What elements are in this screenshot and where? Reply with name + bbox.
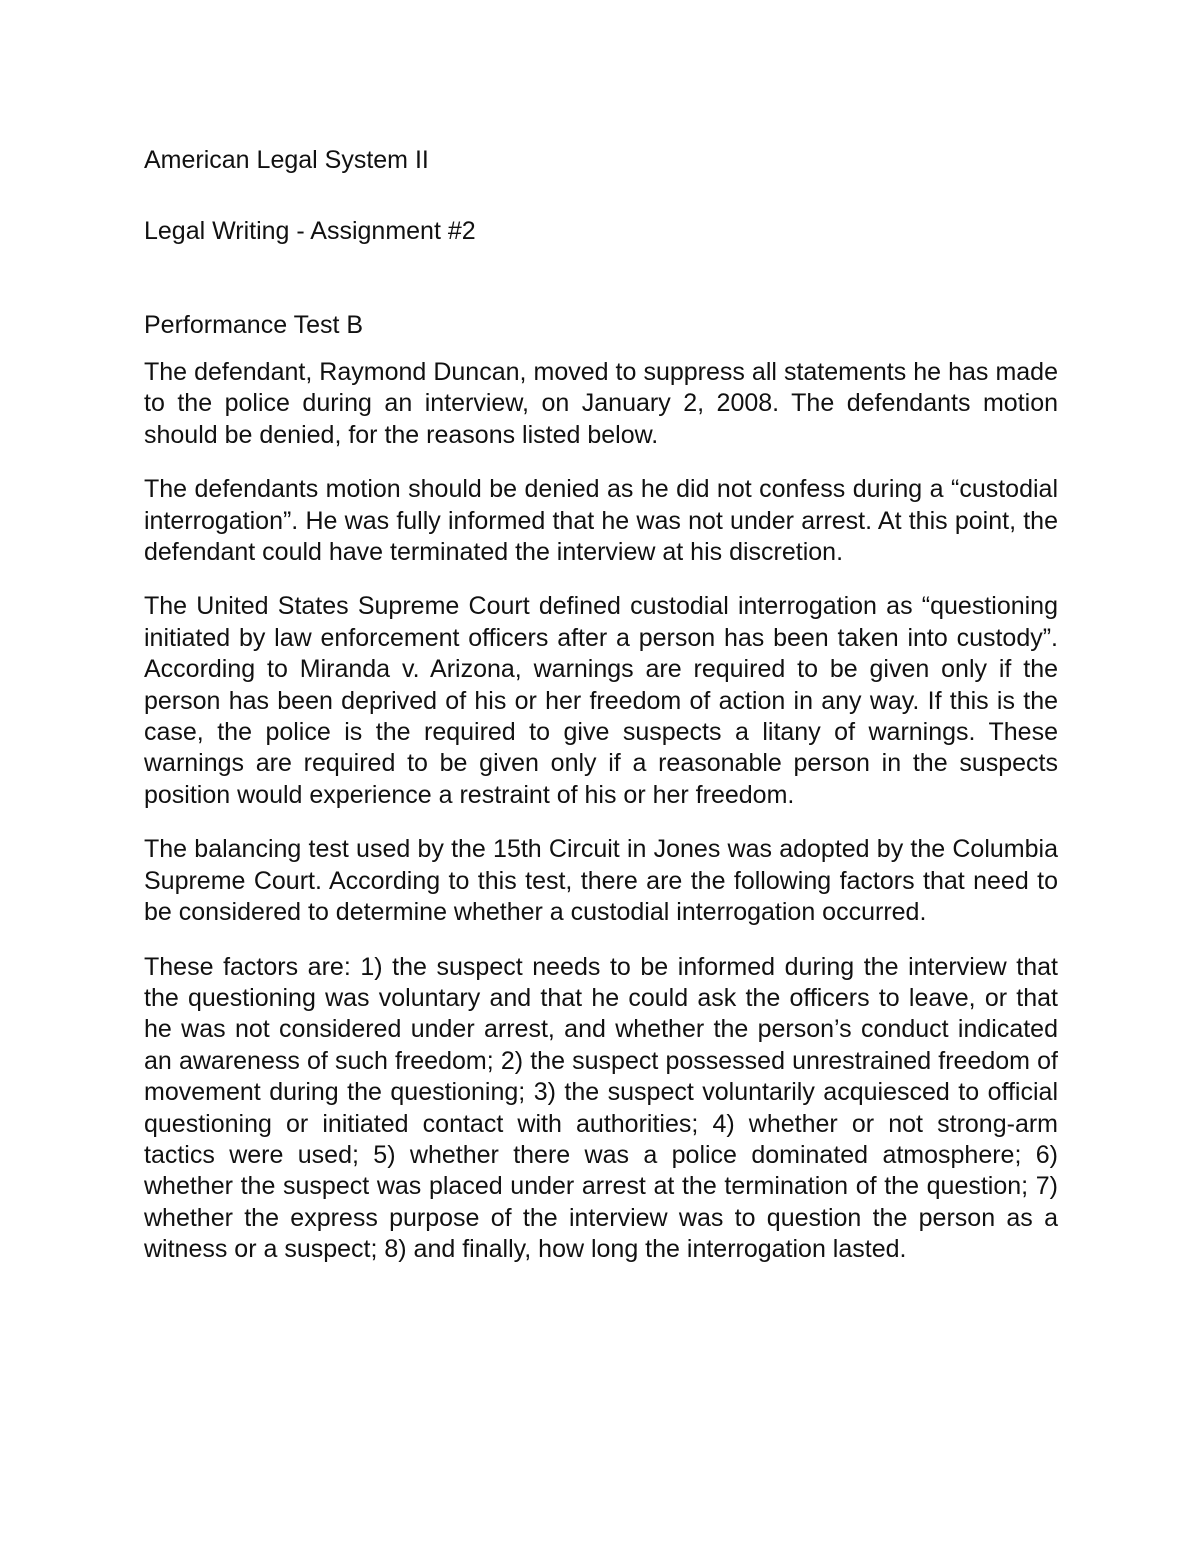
paragraph-balancing-test: The balancing test used by the 15th Circuit in Jones was adopted by the Columbia Supreme Court. According to this test, there are the following factors that need to be considered to determine whether a custodial interrogation occurred.: [144, 835, 1058, 927]
paragraph-factors-list: These factors are: 1) the suspect needs to be informed during the interview that the questioning was voluntary and that he could ask the officers to leave, or that he was not considered under arrest, and whether the person’s conduct indicated an awareness of such freedom; 2) the suspect possessed unrestrained freedom of movement during the questioning; 3) the suspect voluntarily acquiesced to official questioning or initiated contact with authorities; 4) whether or not strong-arm tactics were used; 5) whether there was a police dominated atmosphere; 6) whether the suspect was placed under arrest at the termination of the question; 7) whether the express purpose of the interview was to question the person as a witness or a suspect; 8) and finally, how long the interrogation lasted.: [144, 952, 1058, 1264]
paragraph-supreme-court-definition: The United States Supreme Court defined custodial interrogation as “questioning initiated by law enforcement officers after a person has been taken into custody”. According to Miranda v. Arizona, warnings are required to be given only if the person has been deprived of his or her freedom of action in any way. If this is the case, the police is the required to give suspects a litany of warnings. These warnings are required to be given only if a reasonable person in the suspects position would experience a restraint of his or her freedom.: [144, 592, 1058, 809]
course-title: American Legal System II: [144, 146, 429, 174]
paragraph-no-custodial-interrogation: The defendants motion should be denied as he did not confess during a “custodial interrogation”. He was fully informed that he was not under arrest. At this point, the defendant could have terminated the interview at his discretion.: [144, 475, 1058, 567]
assignment-title: Legal Writing - Assignment #2: [144, 217, 476, 245]
document-body: [144, 145, 1058, 1266]
paragraph-motion-intro: The defendant, Raymond Duncan, moved to suppress all statements he has made to the police during an interview, on January 2, 2008. The defendants motion should be denied, for the reasons listed below.: [144, 358, 1058, 449]
test-label: Performance Test B: [144, 311, 364, 339]
